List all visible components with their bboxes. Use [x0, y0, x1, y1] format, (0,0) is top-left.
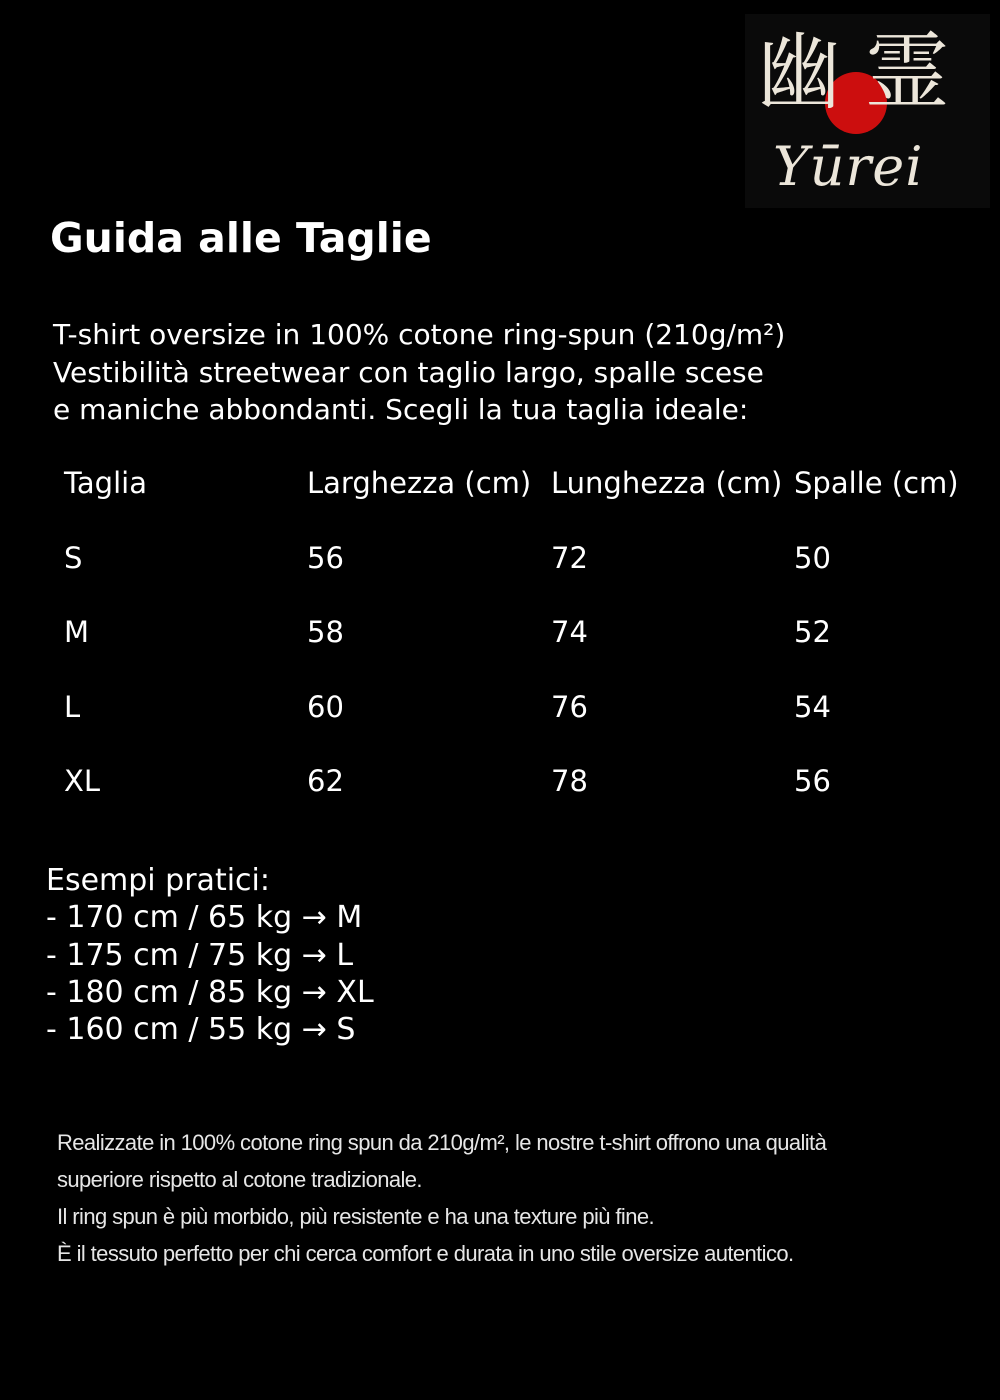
logo-brand-name: Yūrei — [773, 135, 924, 198]
logo-kanji-yu: 幽 — [757, 23, 842, 121]
size-cell: M — [64, 615, 90, 649]
fabric-note — [57, 1124, 957, 1272]
length-cell: 72 — [551, 540, 588, 575]
note-line: Realizzate in 100% cotone ring spun da 210g/m², le nostre t-shirt offrono una qualità — [57, 1130, 827, 1155]
intro-paragraph — [53, 316, 953, 429]
examples-section — [46, 862, 374, 1048]
header-shoulders: Spalle (cm) — [794, 466, 959, 500]
page-title: Guida alle Taglie — [50, 214, 432, 262]
example-item: - 175 cm / 75 kg → L — [46, 937, 354, 973]
length-cell: 74 — [551, 615, 588, 649]
intro-line: Vestibilità streetwear con taglio largo, spalle scese — [53, 355, 764, 389]
header-length: Lunghezza (cm) — [551, 466, 783, 500]
note-line: superiore rispetto al cotone tradizionale. — [57, 1167, 422, 1192]
header-size: Taglia — [64, 466, 147, 500]
note-line: È il tessuto perfetto per chi cerca comfort e durata in uno stile oversize autentico. — [57, 1241, 794, 1266]
width-cell: 62 — [307, 764, 344, 798]
examples-heading: Esempi pratici: — [46, 863, 270, 898]
example-item: - 160 cm / 55 kg → S — [46, 1012, 356, 1048]
size-cell: L — [64, 689, 81, 724]
intro-line: T-shirt oversize in 100% cotone ring-spun (210g/m²) — [53, 318, 786, 351]
logo-kanji-rei: 霊 — [865, 23, 950, 121]
note-line: Il ring spun è più morbido, più resistente e ha una texture più fine. — [57, 1204, 654, 1229]
length-cell: 78 — [551, 764, 588, 798]
size-cell: XL — [64, 764, 101, 798]
width-cell: 60 — [307, 689, 344, 724]
example-item: - 180 cm / 85 kg → XL — [46, 974, 374, 1010]
brand-logo — [745, 14, 990, 208]
shoulders-cell: 54 — [794, 689, 831, 724]
shoulders-cell: 52 — [794, 615, 831, 649]
example-item: - 170 cm / 65 kg → M — [46, 900, 363, 936]
length-cell: 76 — [551, 689, 588, 724]
width-cell: 58 — [307, 615, 344, 649]
shoulders-cell: 56 — [794, 764, 831, 798]
shoulders-cell: 50 — [794, 540, 831, 575]
size-cell: S — [64, 540, 83, 575]
width-cell: 56 — [307, 540, 344, 575]
intro-line: e maniche abbondanti. Scegli la tua taglia ideale: — [53, 393, 749, 426]
header-width: Larghezza (cm) — [307, 466, 532, 500]
